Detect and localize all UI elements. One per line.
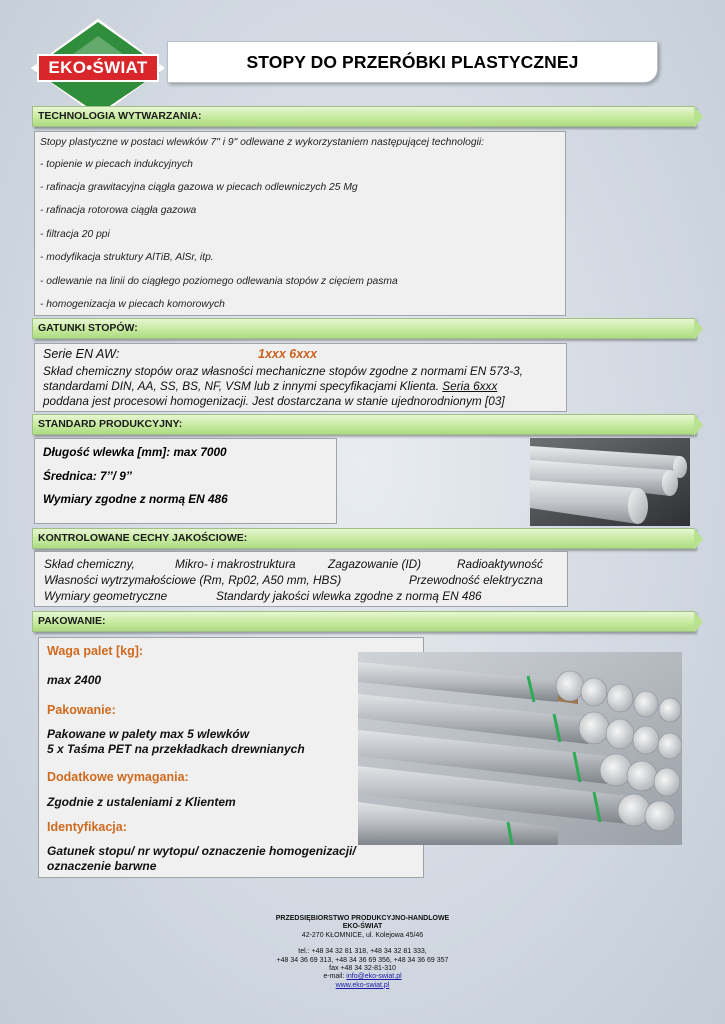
section-header-quality: KONTROLOWANE CECHY JAKOŚCIOWE: [32,528,695,549]
section-header-grades: GATUNKI STOPÓW: [32,318,695,339]
identification-line: oznaczenie barwne [47,859,157,873]
footer-name: EKO-ŚWIAT [342,923,383,931]
footer-company: PRZEDSIĘBIORSTWO PRODUKCYJNO-HANDLOWE [275,915,450,922]
email-link[interactable]: info@eko-swiat.pl [346,973,402,981]
ingot-dimensions-norm: Wymiary zgodne z normą EN 486 [43,492,228,506]
section-header-packaging: PAKOWANIE: [32,611,695,632]
quality-item: Skład chemiczny, [44,557,135,571]
extra-requirements-value: Zgodnie z ustaleniami z Klientem [47,795,236,809]
ingot-length: Długość wlewka [mm]: max 7000 [43,445,227,459]
quality-item: Własności wytrzymałościowe (Rm, Rp02, A50 mm, HBS) [44,573,342,587]
identification-label: Identyfikacja: [47,820,127,834]
technology-box [34,131,566,316]
pallet-weight-value: max 2400 [47,673,102,687]
page-title: STOPY DO PRZERÓBKI PLASTYCZNEJ [167,41,658,83]
section-header-technology: TECHNOLOGIA WYTWARZANIA: [32,106,695,127]
footer-email-line: e-mail: info@eko-swiat.pl [323,973,402,981]
aluminium-ingots-photo [530,438,690,526]
footer [200,915,525,990]
quality-item: Zagazowanie (ID) [328,557,422,571]
footer-address: 42-270 KŁOMNICE, ul. Kolejowa 45/46 [301,931,424,939]
series-code: 1xxx 6xxx [258,347,318,361]
packing-line: Pakowane w palety max 5 wlewków [47,727,250,741]
quality-item: Radioaktywność [457,557,543,571]
packing-line: 5 x Taśma PET na przekładkach drewnianych [47,742,305,756]
footer-phone: tel.: +48 34 32 81 318, +48 34 32 81 333, [298,948,427,956]
technology-item: - modyfikacja struktury AlTiB, AlSr, itp. [40,252,214,263]
technology-item: - rafinacja grawitacyjna ciągła gazowa w piecach odlewniczych 25 Mg [40,182,358,193]
technology-item: - homogenizacja w piecach komorowych [40,299,225,310]
footer-phone: +48 34 36 69 313, +48 34 36 69 356, +48 34 36 69 357 [276,956,449,964]
company-logo [28,16,168,120]
technology-item: - topienie w piecach indukcyjnych [40,159,193,170]
technology-item: - filtracja 20 ppi [40,229,110,240]
website-link[interactable]: www.eko-swiat.pl [335,981,390,989]
series-6xxx-link: Seria 6xxx [442,379,498,393]
grades-text: poddana jest procesowi homogenizacji. Jest dostarczana w stanie ujednorodnionym [03] [43,394,505,408]
grades-text: Skład chemiczny stopów oraz własności mechaniczne stopów zgodne z normami EN 573-3, [43,364,523,378]
footer-fax: fax +48 34 32-81-310 [329,965,396,973]
quality-item: Mikro- i makrostruktura [175,557,296,571]
section-header-standard: STANDARD PRODUKCYJNY: [32,414,695,435]
standard-box [34,438,337,524]
quality-box [34,551,568,607]
grades-text-part: standardami DIN, AA, SS, BS, NF, VSM lub z innymi specyfikacjami Klienta. [43,379,443,393]
technology-intro: Stopy plastyczne w postaci wlewków 7" i 9" odlewane z wykorzystaniem następującej technologii: [40,137,485,148]
quality-item: Wymiary geometryczne [44,589,168,603]
grades-box [34,343,567,412]
ingot-diameter: Średnica: 7’’/ 9’’ [43,469,132,483]
technology-item: - rafinacja rotorowa ciągła gazowa [40,205,197,216]
pallet-weight-label: Waga palet [kg]: [47,644,144,658]
grades-text [43,379,497,393]
logo-text: EKO•ŚWIAT [48,58,148,77]
packing-label: Pakowanie: [47,703,116,717]
technology-item: - odlewanie na linii do ciągłego poziomego odlewania stopów z cięciem pasma [40,276,398,287]
quality-item: Standardy jakości wlewka zgodne z normą EN 486 [216,589,482,603]
extra-requirements-label: Dodatkowe wymagania: [47,770,189,784]
series-label: Serie EN AW: [43,347,120,361]
quality-item: Przewodność elektryczna [409,573,543,587]
pallet-photo [358,652,682,845]
identification-line: Gatunek stopu/ nr wytopu/ oznaczenie homogenizacji/ [47,844,356,858]
